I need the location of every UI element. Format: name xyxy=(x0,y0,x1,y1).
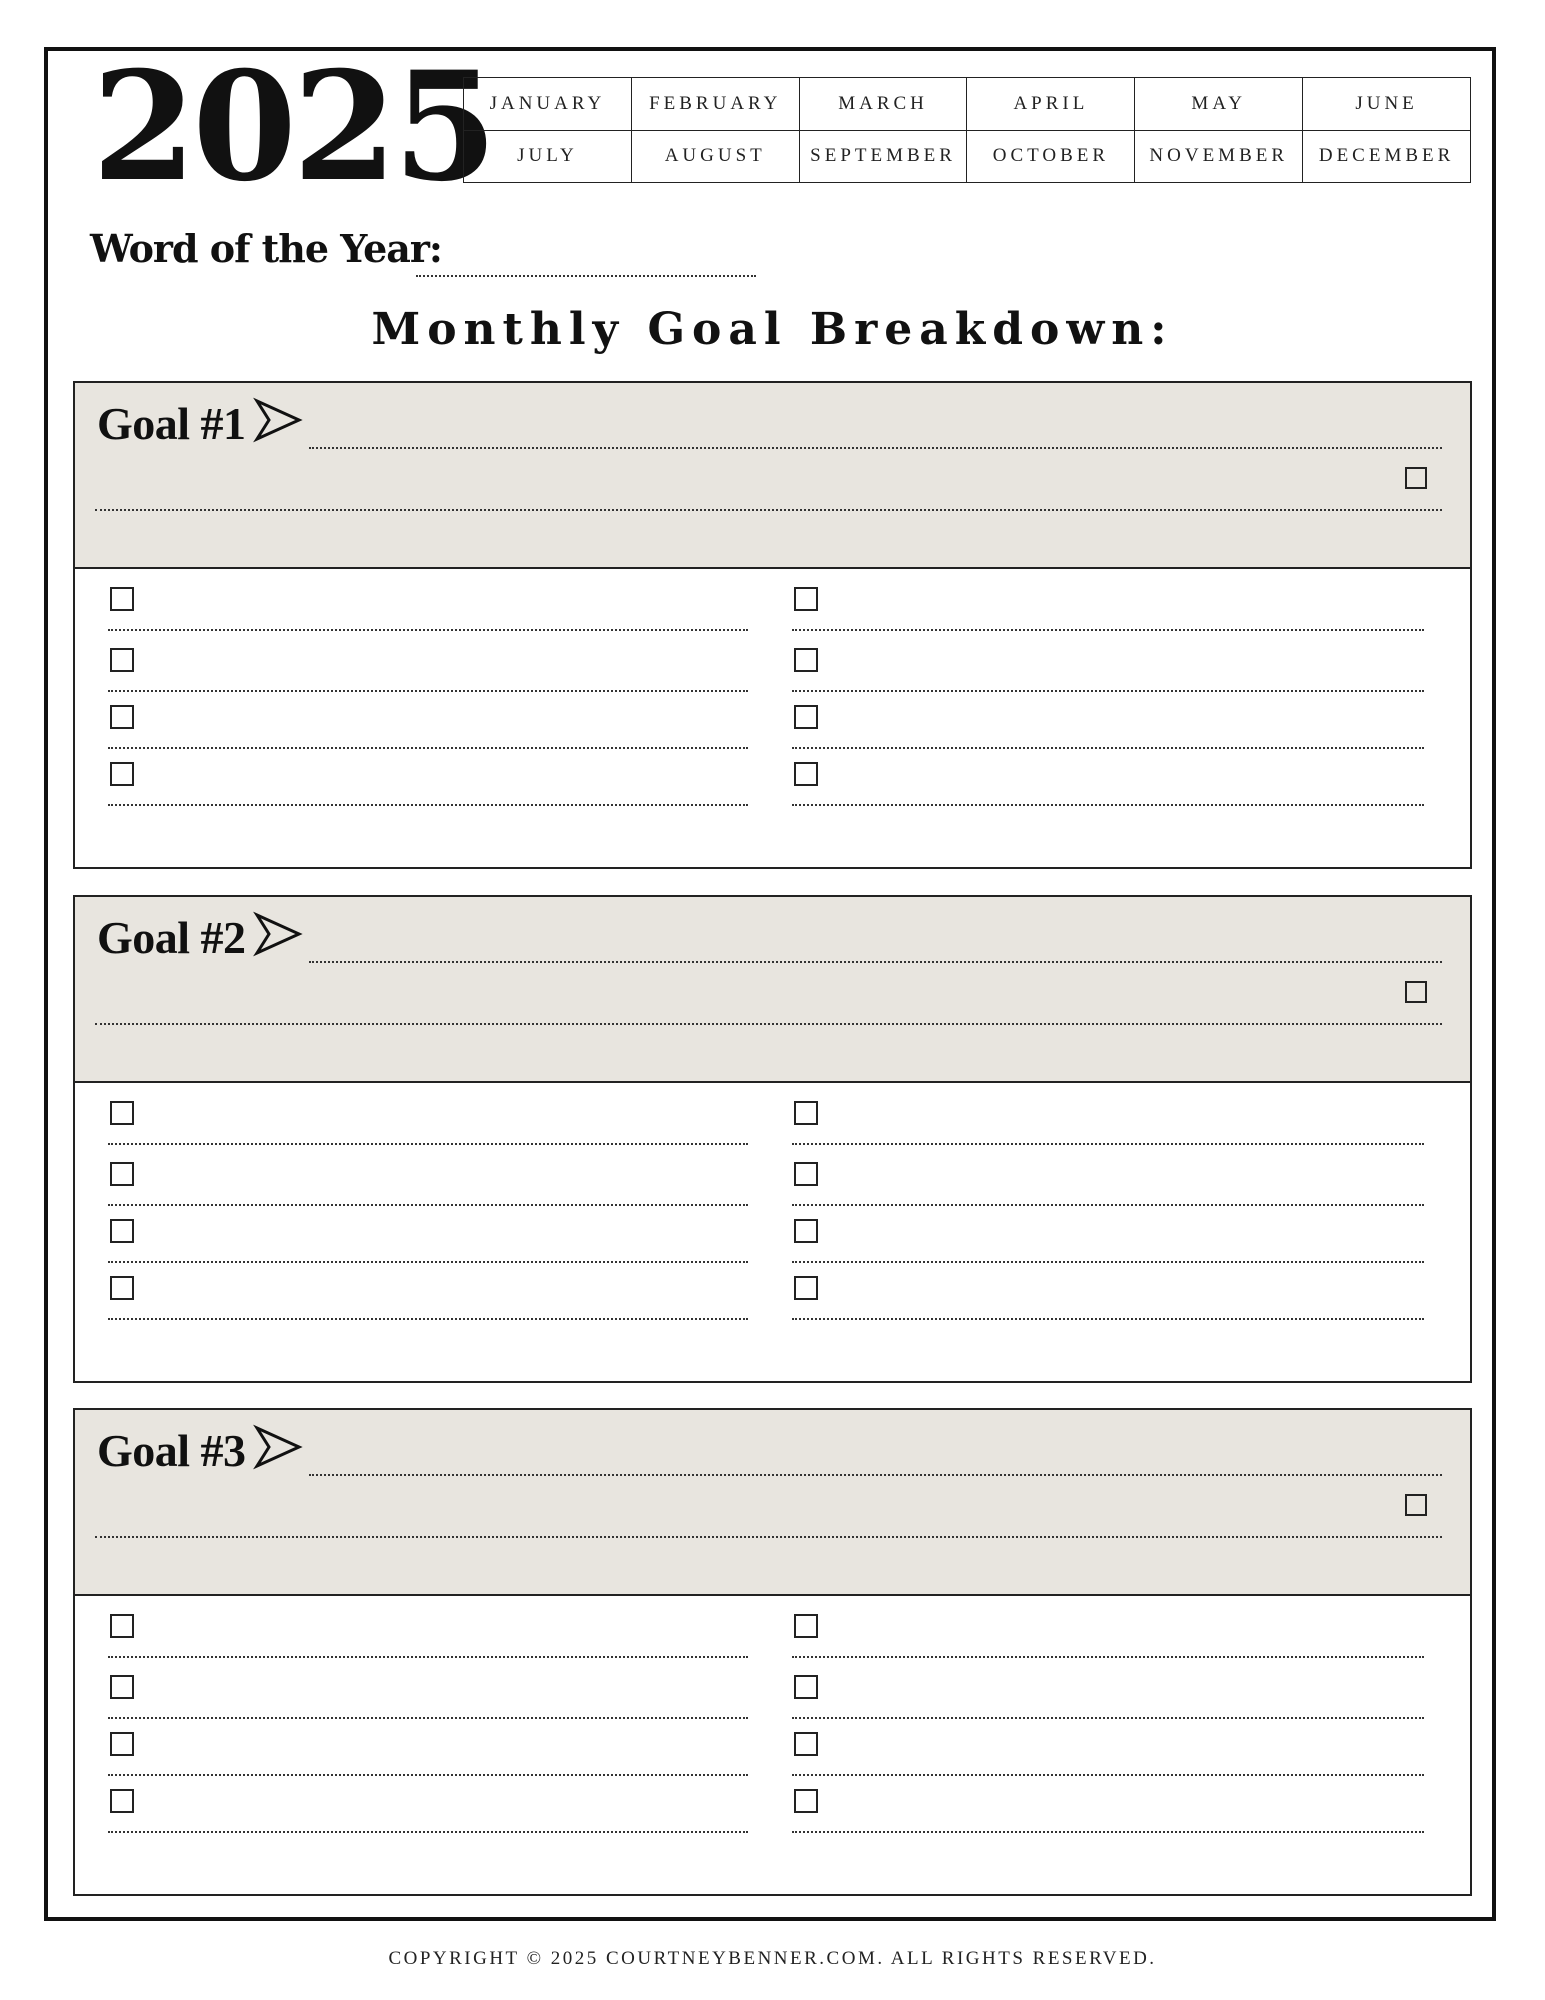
checkbox-icon[interactable] xyxy=(110,648,134,672)
task-field[interactable] xyxy=(792,690,1424,692)
checkbox-icon[interactable] xyxy=(110,1789,134,1813)
task-field[interactable] xyxy=(108,1656,748,1658)
goal-header xyxy=(75,897,1470,1083)
task-field[interactable] xyxy=(108,747,748,749)
task-field[interactable] xyxy=(108,1831,748,1833)
month-cell-september[interactable]: SEPTEMBER xyxy=(799,130,967,183)
task-field[interactable] xyxy=(108,1261,748,1263)
task-field[interactable] xyxy=(108,1774,748,1776)
goal-section-1 xyxy=(73,381,1472,869)
goal-title: Goal #3 xyxy=(97,1425,246,1476)
goal-detail-field[interactable] xyxy=(95,1536,1442,1538)
task-field[interactable] xyxy=(108,690,748,692)
task-field[interactable] xyxy=(792,1204,1424,1206)
task-field[interactable] xyxy=(792,747,1424,749)
task-field[interactable] xyxy=(792,1831,1424,1833)
checkbox-icon[interactable] xyxy=(794,1101,818,1125)
checkbox-icon[interactable] xyxy=(110,762,134,786)
checkbox-icon[interactable] xyxy=(794,1614,818,1638)
checkbox-icon[interactable] xyxy=(110,1675,134,1699)
checkbox-icon[interactable] xyxy=(794,1675,818,1699)
word-of-year-label: Word of the Year: xyxy=(90,226,442,271)
goal-header xyxy=(75,1410,1470,1596)
checkbox-icon[interactable] xyxy=(110,1276,134,1300)
month-cell-october[interactable]: OCTOBER xyxy=(967,130,1135,183)
checkbox-icon[interactable] xyxy=(794,648,818,672)
month-cell-june[interactable]: JUNE xyxy=(1303,78,1471,131)
month-row xyxy=(464,78,1471,131)
goal-complete-checkbox[interactable] xyxy=(1405,1494,1427,1516)
section-title: Monthly Goal Breakdown: xyxy=(371,304,1174,355)
task-field[interactable] xyxy=(792,1318,1424,1320)
month-cell-august[interactable]: AUGUST xyxy=(631,130,799,183)
month-cell-january[interactable]: JANUARY xyxy=(464,78,632,131)
goal-name-field[interactable] xyxy=(309,1474,1442,1476)
arrow-right-icon xyxy=(253,395,303,445)
checkbox-icon[interactable] xyxy=(794,1276,818,1300)
task-field[interactable] xyxy=(792,1656,1424,1658)
task-field[interactable] xyxy=(792,1774,1424,1776)
task-field[interactable] xyxy=(108,1143,748,1145)
checkbox-icon[interactable] xyxy=(794,762,818,786)
checkbox-icon[interactable] xyxy=(110,705,134,729)
copyright-footer: COPYRIGHT © 2025 COURTNEYBENNER.COM. ALL RIGHTS RESERVED. xyxy=(388,1948,1157,1969)
goal-name-field[interactable] xyxy=(309,961,1442,963)
checkbox-icon[interactable] xyxy=(794,705,818,729)
task-field[interactable] xyxy=(108,1318,748,1320)
goal-title: Goal #1 xyxy=(97,398,246,449)
goal-header xyxy=(75,383,1470,569)
checkbox-icon[interactable] xyxy=(110,1101,134,1125)
goal-complete-checkbox[interactable] xyxy=(1405,467,1427,489)
checkbox-icon[interactable] xyxy=(110,1219,134,1243)
goal-detail-field[interactable] xyxy=(95,509,1442,511)
task-field[interactable] xyxy=(792,1717,1424,1719)
goal-title: Goal #2 xyxy=(97,912,246,963)
goal-section-2 xyxy=(73,895,1472,1383)
checkbox-icon[interactable] xyxy=(110,1732,134,1756)
month-cell-march[interactable]: MARCH xyxy=(799,78,967,131)
year-title: 2025 xyxy=(92,39,494,215)
word-of-year-field[interactable] xyxy=(416,275,756,277)
checkbox-icon[interactable] xyxy=(794,1732,818,1756)
month-cell-december[interactable]: DECEMBER xyxy=(1303,130,1471,183)
checkbox-icon[interactable] xyxy=(794,1219,818,1243)
checkbox-icon[interactable] xyxy=(110,1614,134,1638)
goal-section-3 xyxy=(73,1408,1472,1896)
task-field[interactable] xyxy=(108,1717,748,1719)
checkbox-icon[interactable] xyxy=(110,1162,134,1186)
month-cell-april[interactable]: APRIL xyxy=(967,78,1135,131)
checkbox-icon[interactable] xyxy=(794,1162,818,1186)
arrow-right-icon xyxy=(253,1422,303,1472)
month-cell-may[interactable]: MAY xyxy=(1135,78,1303,131)
task-field[interactable] xyxy=(108,804,748,806)
goal-name-field[interactable] xyxy=(309,447,1442,449)
task-field[interactable] xyxy=(108,1204,748,1206)
task-field[interactable] xyxy=(792,804,1424,806)
month-row xyxy=(464,130,1471,183)
task-field[interactable] xyxy=(792,629,1424,631)
month-grid xyxy=(463,77,1471,183)
task-field[interactable] xyxy=(108,629,748,631)
goal-detail-field[interactable] xyxy=(95,1023,1442,1025)
task-field[interactable] xyxy=(792,1143,1424,1145)
checkbox-icon[interactable] xyxy=(110,587,134,611)
task-field[interactable] xyxy=(792,1261,1424,1263)
month-cell-february[interactable]: FEBRUARY xyxy=(631,78,799,131)
month-cell-july[interactable]: JULY xyxy=(464,130,632,183)
checkbox-icon[interactable] xyxy=(794,1789,818,1813)
checkbox-icon[interactable] xyxy=(794,587,818,611)
goal-complete-checkbox[interactable] xyxy=(1405,981,1427,1003)
arrow-right-icon xyxy=(253,909,303,959)
month-cell-november[interactable]: NOVEMBER xyxy=(1135,130,1303,183)
